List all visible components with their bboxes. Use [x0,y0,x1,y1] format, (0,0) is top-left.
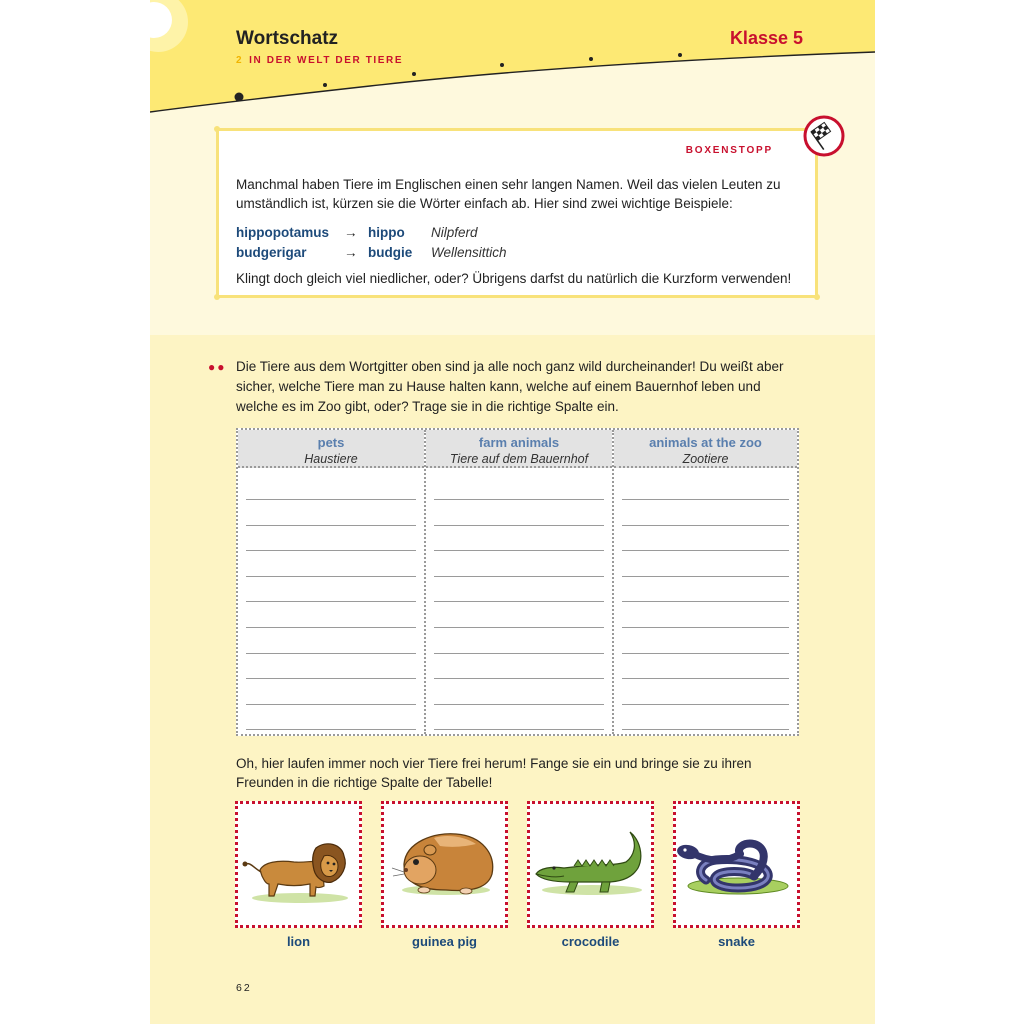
column-title-en: pets [317,435,345,450]
writing-line[interactable] [622,704,789,705]
column-header [238,430,424,468]
box-outro-text: Klingt doch gleich viel niedlicher, oder? Übrigens darfst du natürlich die Kurzform verwenden! [236,271,792,286]
snake-icon [676,804,797,925]
task-instruction: Die Tiere aus dem Wortgitter oben sind ja alle noch ganz wild durcheinander! Du weißt aber sicher, welche Tiere man zu Hause halten kann, welche auf einem Bauernhof leben und welche es im Zoo gibt, oder? Trage sie in die richtige Spalte ein. [236,359,784,414]
column-title-en: farm animals [478,435,560,450]
german-word: Nilpferd [431,225,478,240]
column-title-en: animals at the zoo [649,435,762,450]
writing-line[interactable] [246,499,416,500]
info-box [216,128,818,298]
writing-line[interactable] [622,499,789,500]
writing-line[interactable] [434,729,604,730]
page-title: Wortschatz [236,28,339,49]
long-word: budgerigar [236,245,307,260]
writing-line[interactable] [246,653,416,654]
box-corner-dot [214,126,220,132]
column-header [426,430,612,468]
animal-card-lion [235,801,362,928]
chapter-title: IN DER WELT DER TIERE [249,55,404,66]
writing-line[interactable] [246,601,416,602]
column-title-de: Tiere auf dem Bauernhof [449,452,589,466]
task-instruction-2: Oh, hier laufen immer noch vier Tiere frei herum! Fange sie ein und bringe sie zu ihren Freunden in die richtige Spalte der Tabelle! [236,756,752,790]
difficulty-marker: ●● [208,360,227,374]
writing-line[interactable] [434,499,604,500]
column-title-de: Zootiere [682,452,729,466]
writing-line[interactable] [622,601,789,602]
table-column-zoo-animals [612,430,797,734]
guinea-pig-icon [384,804,505,925]
table-column-farm-animals [424,430,612,734]
writing-line[interactable] [246,576,416,577]
column-title-de: Haustiere [304,452,358,466]
animal-label: snake [718,934,755,949]
writing-line[interactable] [622,550,789,551]
writing-line[interactable] [246,704,416,705]
grade-label: Klasse 5 [729,28,803,48]
writing-line[interactable] [434,653,604,654]
lion-icon [238,804,359,925]
writing-line[interactable] [622,627,789,628]
writing-line[interactable] [246,550,416,551]
writing-line[interactable] [434,627,604,628]
writing-line[interactable] [434,704,604,705]
checkered-flag-icon [803,115,845,157]
chapter-subtitle [236,55,403,66]
workbook-page [150,0,875,1024]
box-corner-dot [814,294,820,300]
box-label: BOXENSTOPP [685,145,773,156]
arrow-icon: → [344,225,358,240]
writing-line[interactable] [246,678,416,679]
page-number: 62 [236,982,252,994]
animal-card-guinea-pig [381,801,508,928]
animal-card-snake [673,801,800,928]
short-word: hippo [368,225,405,240]
writing-line[interactable] [434,525,604,526]
table-column-pets [238,430,424,734]
writing-line[interactable] [622,576,789,577]
writing-line[interactable] [434,678,604,679]
writing-line[interactable] [246,525,416,526]
animal-label: guinea pig [412,934,477,949]
writing-line[interactable] [434,550,604,551]
chapter-number: 2 [236,55,244,66]
writing-line[interactable] [434,576,604,577]
german-word: Wellensittich [431,245,507,260]
writing-line[interactable] [622,678,789,679]
writing-line[interactable] [622,525,789,526]
writing-line[interactable] [434,601,604,602]
box-intro-text: Manchmal haben Tiere im Englischen einen sehr langen Namen. Weil das vielen Leuten zu umständlich ist, kürzen sie die Wörter einfach ab. Hier sind zwei wichtige Beispiele: [236,177,781,211]
writing-line[interactable] [622,729,789,730]
short-word: budgie [368,245,413,260]
long-word: hippopotamus [236,225,329,240]
animal-label: crocodile [561,934,620,949]
writing-line[interactable] [622,653,789,654]
writing-line[interactable] [246,729,416,730]
animal-label: lion [286,934,311,949]
box-corner-dot [214,294,220,300]
sorting-table [236,428,799,736]
arrow-icon: → [344,245,358,260]
crocodile-icon [530,804,651,925]
writing-line[interactable] [246,627,416,628]
animal-card-crocodile [527,801,654,928]
timeline-dot [235,93,244,102]
column-header [614,430,797,468]
